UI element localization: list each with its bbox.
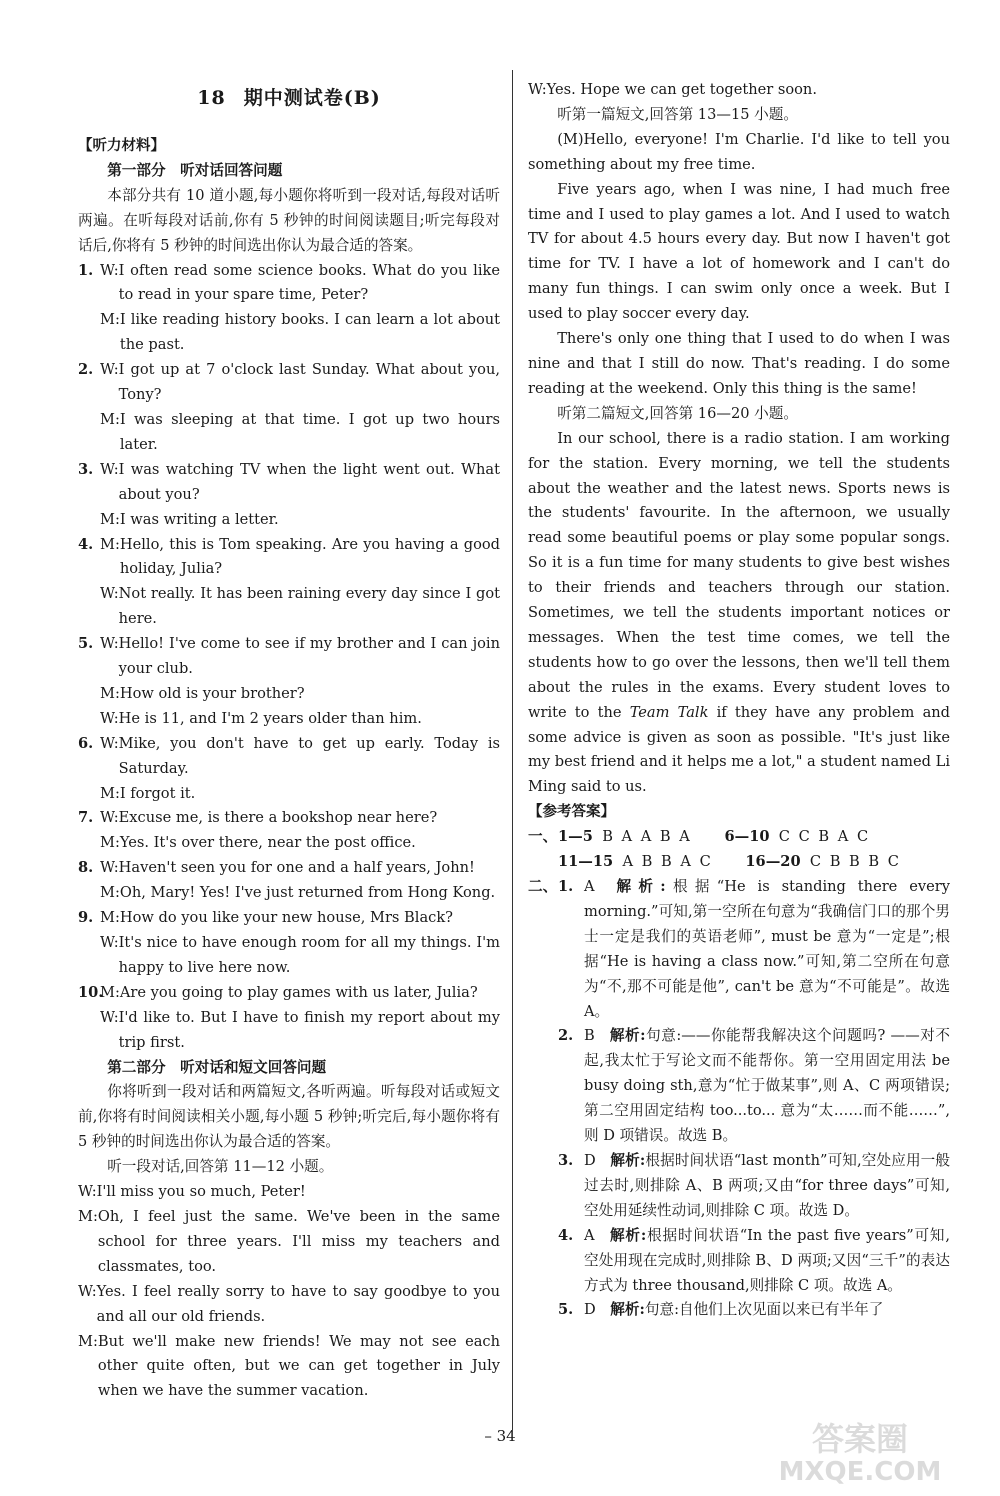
dialogue-line: [78, 732, 500, 782]
dialogue-line: [78, 582, 500, 632]
speaker: W:: [100, 635, 119, 653]
question-number: 3.: [558, 1151, 574, 1169]
dialogue-number: 7.: [78, 809, 94, 827]
answers-header: 【参考答案】: [528, 803, 615, 821]
part2-intro: 你将听到一段对话和两篇短文,各听两遍。听每段对话或短文前,你将有时间阅读相关小题,每小题 5 秒钟;听完后,每小题你将有 5 秒钟的时间选出你认为最合适的答案。: [78, 1083, 500, 1151]
dialogue-line: [78, 458, 500, 508]
part1-heading: 第一部分 听对话回答问题: [107, 161, 283, 179]
speaker: M:: [100, 884, 120, 902]
passage1: [528, 128, 950, 402]
dialogue-line: [78, 806, 500, 831]
listening-header: 【听力材料】: [78, 137, 165, 154]
answers-11-15: A B B A C: [622, 853, 713, 871]
speaker: W:: [78, 1282, 97, 1300]
explanation-text: 根据时间状语“last month”可知,空处应用一般过去时,则排除 A、B 两项;又由“for three days”可知,空处用延续性动词,则排除 C 项。故选 D。: [584, 1151, 950, 1219]
speaker: W:: [528, 81, 547, 98]
answers-row-2-body: [558, 850, 950, 875]
dialogue-number: 1.: [78, 261, 94, 279]
question-number: 2.: [558, 1027, 574, 1045]
page-title: [78, 78, 500, 118]
speaker: W:: [100, 809, 119, 827]
explanation-content: [584, 1224, 950, 1299]
dialogue-number: 6.: [78, 734, 94, 752]
explanation-text: 句意:自他们上次见面以来已有半年了: [644, 1301, 884, 1319]
explanation-content: [584, 1149, 950, 1224]
dialogue-text: I forgot it.: [119, 784, 196, 802]
dialogue-line: [78, 259, 500, 309]
answers-row-2-spacer: [528, 850, 558, 875]
explanation-content: [584, 875, 950, 1024]
question-number: 4.: [558, 1226, 574, 1244]
speaker: M:: [100, 784, 120, 802]
conversation-line: [78, 1205, 500, 1280]
dialogue-number: 4.: [78, 535, 94, 553]
answer-choice: D: [584, 1151, 596, 1169]
conversation-line: [78, 1330, 500, 1405]
speaker: M:: [100, 684, 120, 702]
dialogue-text: Are you going to play games with us later, Julia?: [119, 983, 478, 1001]
dialogue-line: [78, 508, 500, 533]
dialogue-line: [78, 831, 500, 856]
dialogue-text: Yes. It's over there, near the post office.: [119, 834, 416, 852]
answers-row-1: [528, 825, 950, 850]
watermark-line2: MXQE.COM: [778, 1457, 942, 1486]
title-number: 18: [197, 87, 226, 109]
dialogue-line: [78, 906, 500, 931]
dialogue-line: [78, 533, 500, 583]
passage1-intro: 听第一篇短文,回答第 13—15 小题。: [557, 105, 798, 123]
explanation-item: [528, 1024, 950, 1149]
conversation-text: But we'll make new friends! We may not see each other quite often, but we can get together in July when we have the summer vacation.: [97, 1332, 500, 1400]
page-number-value: 34: [496, 1427, 516, 1445]
dialogue-line: [78, 856, 500, 881]
answers-row-2: [528, 850, 950, 875]
dialogue-line: [78, 408, 500, 458]
dialogue-text: I'd like to. But I have to finish my report about my trip first.: [118, 1008, 500, 1051]
range-1-5: 1—5: [558, 828, 593, 846]
explanation-item: [528, 875, 950, 1024]
explanation-tag: 解析:: [609, 1027, 646, 1045]
range-6-10: 6—10: [724, 828, 770, 846]
explanation-item: [528, 1298, 950, 1323]
part1-intro: 本部分共有 10 道小题,每小题你将听到一段对话,每段对话听两遍。在听每段对话前,你有 5 秒钟的时间阅读题目;听完每段对话后,你将有 5 秒钟的时间选出你认为最合适的答案。: [78, 186, 500, 254]
dialogue-text: How do you like your new house, Mrs Black?: [119, 909, 453, 927]
part2-heading: 第二部分 听对话和短文回答问题: [107, 1058, 327, 1076]
speaker: W:: [100, 585, 119, 603]
conversation-text: Yes. I feel really sorry to have to say goodbye to you and all our old friends.: [96, 1282, 500, 1325]
watermark-line1: 答案圈: [811, 1420, 909, 1458]
dialogue-text: How old is your brother?: [119, 684, 305, 702]
passage2-text-b: if they have any problem and some advice is given as soon as possible. "It's just like my best friend and it helps me a lot," a student named Li Ming said to us.: [528, 703, 951, 796]
passage1-paragraph: (M)Hello, everyone! I'm Charlie. I'd like to tell you something about my free time.: [528, 130, 950, 173]
conversation-line: [78, 1180, 500, 1205]
conversation-right: [528, 78, 950, 103]
dialogue-line: [78, 1006, 500, 1056]
dialogue-text: I like reading history books. I can learn a lot about the past.: [119, 311, 500, 354]
speaker: M:: [100, 834, 120, 852]
dialogue-text: Oh, Mary! Yes! I've just returned from Hong Kong.: [119, 884, 496, 902]
dialogue-number: 10.: [78, 983, 104, 1001]
explanation-item: [528, 1224, 950, 1299]
column-divider: [512, 70, 513, 1430]
speaker: M:: [100, 983, 120, 1001]
passage2-italic: Team Talk: [629, 703, 709, 721]
speaker: M:: [100, 510, 120, 528]
title-text: 期中测试卷(B): [243, 87, 381, 109]
dialogue-text: Hello, this is Tom speaking. Are you having a good holiday, Julia?: [119, 535, 500, 578]
speaker: M:: [100, 410, 120, 428]
dialogue-text: I often read some science books. What do you like to read in your spare time, Peter?: [118, 261, 500, 304]
dialogue-text: It's nice to have enough room for all my things. I'm happy to live here now.: [118, 934, 500, 976]
left-column: [78, 78, 500, 1404]
explanation-tag: 解析:: [610, 1151, 646, 1169]
explanation-content: [584, 1024, 950, 1149]
dialogue-line: [78, 931, 500, 981]
conversation-text: I'll miss you so much, Peter!: [96, 1183, 306, 1201]
explanation-first: [558, 875, 950, 1024]
answer-choice: D: [584, 1301, 596, 1319]
answers-1-5: B A A B A: [602, 828, 692, 846]
section2-label: 二、: [528, 878, 558, 895]
explanation-tag: 解析:: [609, 1226, 647, 1244]
speaker: W:: [100, 709, 119, 727]
conversation-line: [78, 1280, 500, 1330]
speaker: W:: [100, 261, 119, 279]
page-number: – 34: [484, 1427, 516, 1445]
dialogue-line: [78, 782, 500, 807]
section1-label: 一、: [528, 828, 558, 846]
dialogue-text: Hello! I've come to see if my brother and I can join your club.: [118, 635, 500, 678]
dialogue-line: [78, 358, 500, 408]
dialogue-text: I was sleeping at that time. I got up two hours later.: [119, 410, 500, 453]
dialogue-number: 3.: [78, 460, 94, 478]
dialogue-text: I was watching TV when the light went out. What about you?: [118, 460, 500, 503]
dialogue-line: [78, 682, 500, 707]
dialogue-line: [78, 981, 500, 1006]
speaker: W:: [100, 1008, 119, 1026]
dialogue-text: I got up at 7 o'clock last Sunday. What about you, Tony?: [118, 361, 500, 404]
explanation-text: 根据“He is standing there every morning.”可知,第一空所在句意为“我确信门口的那个男士一定是我们的英语老师”, must be 意为“一定是”;根据“He is having a class now.”可知,第二空所在句意为“不,那不可能是他”, can't be 意为“不可能是”。故选 A。: [584, 878, 951, 1020]
explanation-tag: 解析:: [609, 878, 666, 895]
conversation-left: [78, 1180, 500, 1404]
dialogue-text: Excuse me, is there a bookshop near here?: [118, 809, 438, 827]
conversation-text: Yes. Hope we can get together soon.: [546, 81, 817, 98]
dialogue-text: I was writing a letter.: [119, 510, 279, 528]
passage2-intro: 听第二篇短文,回答第 16—20 小题。: [557, 404, 798, 422]
dialogue-line: [78, 308, 500, 358]
range-16-20: 16—20: [745, 853, 801, 871]
explanation-body: [558, 875, 950, 1024]
question-number: 1.: [558, 878, 574, 895]
dialogue-number: 9.: [78, 909, 94, 927]
speaker: W:: [100, 734, 119, 752]
dialogue-text: He is 11, and I'm 2 years older than him.: [118, 709, 422, 727]
dialogue-text: Haven't seen you for one and a half years, John!: [118, 859, 475, 877]
conversation-intro: 听一段对话,回答第 11—12 小题。: [107, 1158, 334, 1176]
speaker: W:: [100, 460, 119, 478]
dialogue-number: 2.: [78, 361, 94, 379]
speaker: W:: [78, 1183, 97, 1201]
explanation-item: [528, 1149, 950, 1224]
dialogue-number: 8.: [78, 859, 94, 877]
explanation-content: [584, 1298, 950, 1323]
watermark-logo: [740, 1414, 980, 1486]
passage1-paragraph: Five years ago, when I was nine, I had much free time and I used to play games a lot. And I used to watch TV for about 4.5 hours every day. But now I haven't got time for TV. I have a lot of homework and I can't do many fun things. I can swim only once a week. But I used to play soccer every day.: [528, 180, 950, 323]
speaker: W:: [100, 934, 119, 951]
answers-row-1-body: [558, 825, 950, 850]
dialogue-list: [78, 259, 500, 1056]
answer-choice: A: [584, 1226, 595, 1244]
answers-section-2: [528, 875, 950, 1323]
passage1-paragraph: There's only one thing that I used to do when I was nine and that I still do now. That's reading. I do some reading at the weekend. Only this thing is the same!: [528, 330, 950, 397]
passage2: [528, 427, 950, 801]
explanation-tag: 解析:: [610, 1301, 645, 1319]
dialogue-line: [78, 881, 500, 906]
range-11-15: 11—15: [558, 853, 614, 871]
dialogue-line: [78, 707, 500, 732]
dialogue-text: Not really. It has been raining every day since I got here.: [118, 585, 500, 628]
explanation-text: 句意:——你能帮我解决这个问题吗? ——对不起,我太忙于写论文而不能帮你。第一空用固定用法 be busy doing sth,意为“忙于做某事”,则 A、C 两项错误;第二空用固定结构 too...to... 意为“太……而不能……”,则 D 项错误。故选 B。: [584, 1027, 950, 1145]
answer-choice: B: [584, 1027, 595, 1045]
answers-16-20: C B B B C: [809, 853, 901, 871]
question-number: 5.: [558, 1301, 574, 1319]
conversation-line: [528, 78, 950, 103]
speaker: W:: [100, 859, 119, 877]
dialogue-number: 5.: [78, 635, 94, 653]
passage2-text-a: In our school, there is a radio station. I am working for the station. Every morning, we tell the students about the weather and the latest news. Sports news is the students' favourite. In the afternoon, we usually read some beautiful poems or play some popular songs. So it is a fun time for many students to give best wishes to their friends and teachers through our station. Sometimes, we tell the students important notices or messages. When the test time comes, we tell the students how to go over the lessons, then we'll tell them about the rules in the exams. Every student loves to write to the: [528, 429, 950, 721]
speaker: M:: [100, 535, 120, 553]
conversation-text: Oh, I feel just the same. We've been in the same school for three years. I'll miss my teachers and classmates, too.: [97, 1207, 500, 1275]
speaker: M:: [100, 311, 120, 329]
right-column: [528, 78, 950, 1323]
speaker: W:: [100, 361, 119, 379]
dialogue-line: [78, 632, 500, 682]
speaker: M:: [78, 1332, 98, 1350]
answers-6-10: C C B A C: [778, 828, 871, 846]
explanation-text: 根据时间状语“In the past five years”可知,空处用现在完成时,则排除 B、D 两项;又因“三千”的表达方式为 three thousand,则排除 C 项。故选 A。: [584, 1226, 951, 1294]
speaker: M:: [100, 909, 120, 927]
answer-choice: A: [584, 878, 595, 895]
dialogue-text: Mike, you don't have to get up early. Today is Saturday.: [118, 734, 500, 777]
speaker: M:: [78, 1207, 98, 1225]
